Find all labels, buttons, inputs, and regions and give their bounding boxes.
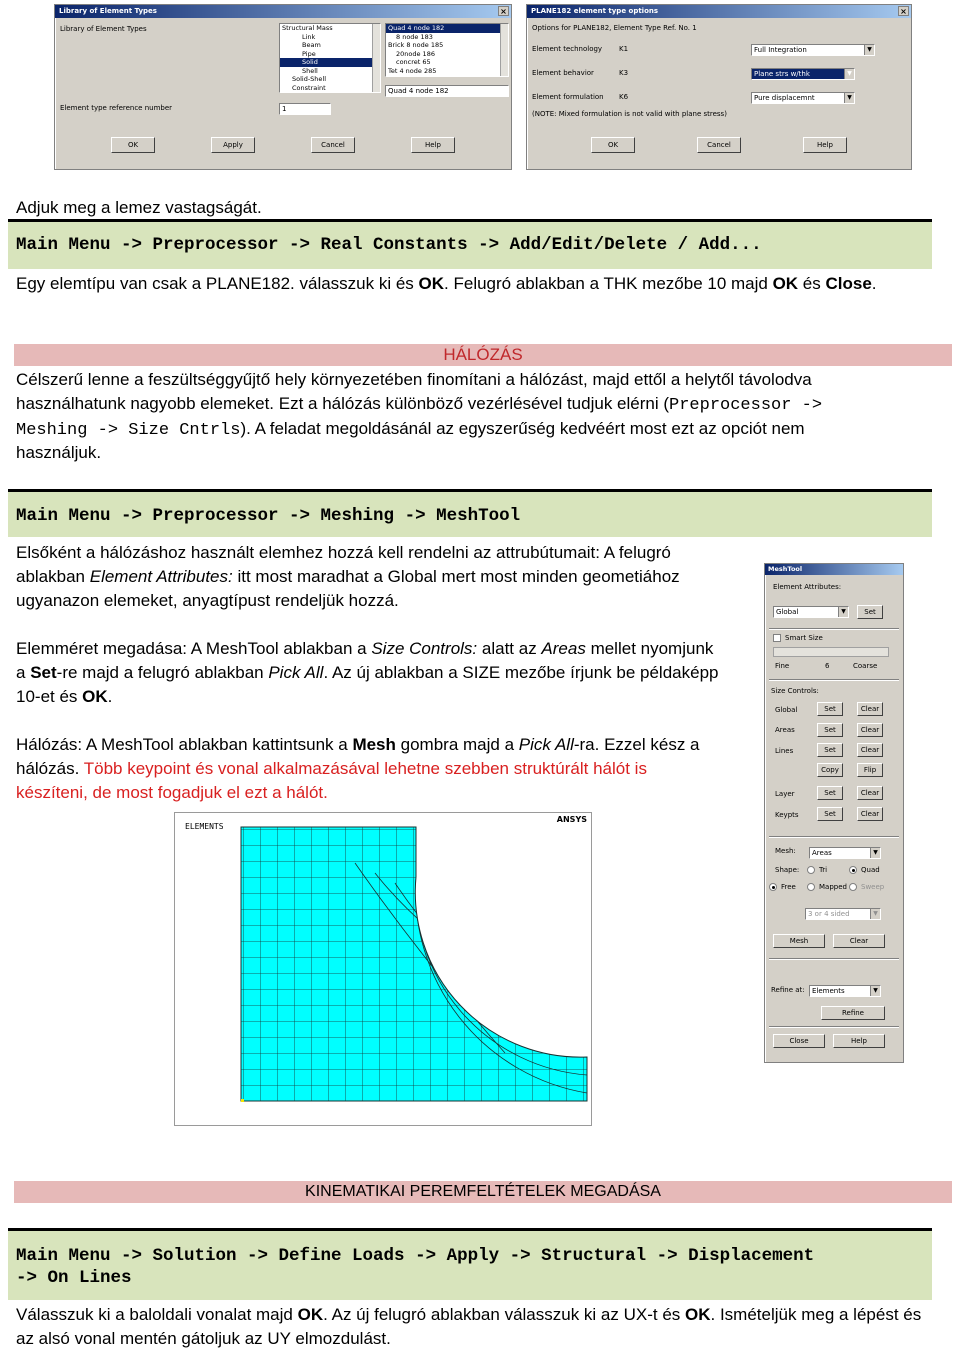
ok-button[interactable]: OK: [111, 137, 155, 153]
text-span: Hálózás: A MeshTool ablakban kattintsunk a: [16, 735, 353, 754]
element-behavior-select[interactable]: [751, 68, 855, 80]
set-button[interactable]: Set: [817, 743, 843, 757]
library-label: Library of Element Types: [60, 25, 147, 33]
list-item[interactable]: Structural Mass: [282, 24, 333, 32]
dialog-title: MeshTool: [768, 565, 803, 573]
menu-path: Main Menu -> Preprocessor -> Meshing -> MeshTool: [16, 506, 521, 526]
text-span: Set: [30, 663, 57, 682]
meshtool-panel: [764, 563, 904, 1063]
paragraph-line: az alsó vonal mentén gátoljuk az UY elmozdulást.: [16, 1329, 391, 1348]
select-value: Full Integration: [754, 46, 807, 54]
note-text: (NOTE: Mixed formulation is not valid with plane stress): [532, 110, 727, 118]
size-row-label: Global: [775, 706, 798, 714]
size-controls-label: Size Controls:: [771, 687, 819, 695]
ok-button[interactable]: OK: [591, 137, 635, 153]
paragraph-line: készíteni, de most fogadjuk el ezt a hálót.: [16, 783, 328, 802]
help-button[interactable]: Help: [803, 137, 847, 153]
text-span: Pick All: [518, 735, 574, 754]
divider: [769, 958, 899, 960]
paragraph-line: használjuk.: [16, 443, 102, 462]
paragraph-line: [16, 1303, 921, 1327]
text-span: . Felugró ablakban a THK mezőbe 10 majd: [444, 274, 773, 293]
option-label: Element technology: [532, 45, 603, 53]
size-row-label: Lines: [775, 747, 794, 755]
option-label: Element behavior: [532, 69, 594, 77]
code-span: Meshing -> Size Cntrls: [16, 421, 241, 440]
text-span: Size Controls:: [371, 639, 478, 658]
help-button[interactable]: Help: [833, 1034, 885, 1048]
clear-button[interactable]: Clear: [857, 702, 883, 716]
chevron-down-icon[interactable]: ▼: [844, 93, 854, 103]
text-span: Element Attributes:: [89, 567, 233, 586]
refine-at-select[interactable]: [809, 985, 881, 997]
dialog-titlebar: [765, 564, 903, 575]
element-category-list[interactable]: [279, 23, 381, 93]
quad-label: Quad: [861, 866, 880, 874]
text-span: . Ismételjük meg a lépést és: [710, 1305, 922, 1324]
dialog-title: Library of Element Types: [59, 7, 157, 15]
chevron-down-icon[interactable]: ▼: [870, 986, 880, 996]
apply-button[interactable]: Apply: [211, 137, 255, 153]
set-button[interactable]: Set: [817, 807, 843, 821]
list-item[interactable]: Shell: [302, 66, 318, 75]
set-button[interactable]: Set: [817, 786, 843, 800]
list-item[interactable]: Constraint: [292, 83, 326, 92]
list-item[interactable]: 8 node 183: [396, 32, 433, 41]
text-span: Elemméret megadása: A MeshTool ablakban a: [16, 639, 372, 658]
mesh-drawing: [175, 813, 593, 1127]
divider: [769, 628, 899, 630]
element-type-list[interactable]: [385, 23, 509, 77]
plane182-options-dialog: [526, 4, 912, 170]
text-span: alatt az: [477, 639, 542, 658]
text-span: OK: [772, 274, 799, 293]
size-row-label: Keypts: [775, 811, 799, 819]
refine-at-label: Refine at:: [771, 986, 805, 994]
chevron-down-icon[interactable]: ▼: [838, 607, 848, 617]
clear-button[interactable]: Clear: [857, 723, 883, 737]
clear-button[interactable]: Clear: [857, 807, 883, 821]
paragraph-line: [16, 637, 713, 661]
size-row-label: Areas: [775, 726, 795, 734]
ref-number-input[interactable]: 1: [279, 103, 331, 115]
smart-size-label: Smart Size: [785, 634, 823, 642]
fine-label: Fine: [775, 662, 790, 670]
paragraph-line: [16, 733, 700, 757]
text-span: . Az új felugró ablakban válasszuk ki az UX-t és: [323, 1305, 686, 1324]
paragraph-line: [16, 685, 112, 709]
select-value: 3 or 4 sided: [808, 910, 850, 918]
divider: [769, 836, 899, 838]
tri-radio[interactable]: [807, 866, 815, 874]
text-span: -ra. Ezzel kész a: [573, 735, 700, 754]
close-icon[interactable]: ×: [498, 6, 509, 16]
option-key: K6: [619, 93, 629, 101]
list-item[interactable]: Quad 4 node 182: [386, 24, 508, 33]
dialog-titlebar: [55, 5, 511, 18]
ansys-logo: ANSYS: [556, 815, 587, 824]
text-span: OK: [418, 274, 445, 293]
text-span: a: [16, 663, 31, 682]
command-box: [8, 489, 932, 537]
option-key: K1: [619, 45, 629, 53]
text-span: hálózás.: [16, 759, 84, 778]
ref-number-label: Element type reference number: [60, 104, 173, 112]
divider: [769, 679, 899, 681]
paragraph-line: Célszerű lenne a feszültséggyűjtő hely környezetében finomítani a hálózást, majd ettől a helytől távolodva: [16, 370, 812, 389]
free-radio[interactable]: [769, 883, 777, 891]
mesh-label: Mesh:: [775, 847, 796, 855]
select-value: Pure displacemnt: [754, 94, 815, 102]
list-item[interactable]: Solid-Shell: [292, 75, 327, 83]
text-span: ). A feladat megoldásánál az egyszerűség kedvéért most ezt az opciót nem: [240, 419, 805, 438]
list-item[interactable]: Brick 8 node 185: [388, 41, 444, 49]
mesh-button[interactable]: Mesh: [773, 934, 825, 948]
select-value: Elements: [812, 987, 845, 995]
element-technology-select[interactable]: [751, 44, 875, 56]
text-span: OK: [82, 687, 108, 706]
mesh-plot: [174, 812, 592, 1126]
paragraph-line: Elsőként a hálózáshoz használt elemhez hozzá kell rendelni az attrubútumait: A felugró: [16, 543, 671, 562]
close-icon[interactable]: ×: [898, 6, 909, 16]
text-span: 10-et és: [16, 687, 83, 706]
set-areas-button[interactable]: Set: [817, 723, 843, 737]
code-span: Preprocessor ->: [669, 396, 823, 415]
set-attributes-button[interactable]: Set: [857, 605, 883, 619]
text-span: Egy elemtípu van csak a PLANE182. válasszuk ki és: [16, 274, 419, 293]
text-span: .: [107, 687, 113, 706]
text-span: Pick All: [268, 663, 324, 682]
divider: [769, 1026, 899, 1028]
paragraph-line: ugyanazon elemeket, anyagtípust rendeljük hozzá.: [16, 591, 399, 610]
list-item[interactable]: Pipe: [302, 49, 316, 58]
cancel-button[interactable]: Cancel: [697, 137, 741, 153]
option-key: K3: [619, 69, 629, 77]
element-attributes-select[interactable]: [773, 606, 849, 618]
chevron-down-icon[interactable]: ▼: [870, 848, 880, 858]
shape-label: Shape:: [775, 866, 800, 874]
tri-label: Tri: [819, 866, 828, 874]
dialog-title: PLANE182 element type options: [531, 7, 659, 15]
text-span: Válasszuk ki a baloldali vonalat majd: [16, 1305, 298, 1324]
help-button[interactable]: Help: [411, 137, 455, 153]
clear-mesh-button[interactable]: Clear: [833, 934, 885, 948]
text-span: Close: [825, 274, 872, 293]
mapped-radio[interactable]: [807, 883, 815, 891]
text-span: -re majd a felugró ablakban: [56, 663, 269, 682]
select-value: Plane strs w/thk: [754, 70, 810, 78]
chevron-down-icon[interactable]: ▼: [870, 909, 880, 919]
text-span: OK: [297, 1305, 324, 1324]
paragraph-line: [16, 417, 805, 443]
paragraph-line: [16, 661, 718, 685]
plot-label: ELEMENTS: [185, 822, 224, 831]
selected-element-field[interactable]: Quad 4 node 182: [385, 85, 509, 97]
section-heading: HÁLÓZÁS: [14, 344, 952, 366]
copy-button[interactable]: Copy: [817, 763, 843, 777]
size-row-label: Layer: [775, 790, 795, 798]
chevron-down-icon[interactable]: ▼: [844, 69, 854, 79]
select-value: Areas: [812, 849, 832, 857]
text-span: és: [798, 274, 826, 293]
refine-button[interactable]: Refine: [821, 1006, 885, 1020]
list-item[interactable]: concret 65: [396, 58, 431, 66]
text-span: használhatunk nagyobb elemeket. Ezt a hálózás különböző vezérlésével tudjuk elérni (: [16, 394, 670, 413]
sweep-radio[interactable]: [849, 883, 857, 891]
set-button[interactable]: Set: [817, 702, 843, 716]
list-item[interactable]: Solid: [280, 58, 380, 67]
quad-radio[interactable]: [849, 866, 857, 874]
text-span: ablakban: [16, 567, 90, 586]
text-span: mellet nyomjunk: [585, 639, 714, 658]
scrollbar[interactable]: [500, 24, 508, 76]
clear-button[interactable]: Clear: [857, 786, 883, 800]
list-item[interactable]: Beam: [302, 41, 321, 49]
sweep-label: Sweep: [861, 883, 885, 891]
element-types-dialog: [54, 4, 512, 170]
menu-path: Main Menu -> Solution -> Define Loads -> Apply -> Structural -> Displacement: [16, 1246, 815, 1266]
text-span: itt most maradhat a Global mert most minden geometiához: [232, 567, 680, 586]
text-span: Areas: [541, 639, 586, 658]
command-box: [8, 219, 932, 269]
chevron-down-icon[interactable]: ▼: [864, 45, 874, 55]
smart-size-slider[interactable]: [773, 647, 889, 657]
command-box: [8, 1228, 932, 1300]
menu-path: Main Menu -> Preprocessor -> Real Constants -> Add/Edit/Delete / Add...: [16, 235, 762, 255]
paragraph-line: [16, 392, 822, 418]
mesh-entity-select[interactable]: [809, 847, 881, 859]
paragraph-line: [16, 757, 647, 781]
section-heading: KINEMATIKAI PEREMFELTÉTELEK MEGADÁSA: [14, 1181, 952, 1203]
text-span: Mesh: [352, 735, 396, 754]
text-span: Több keypoint és vonal alkalmazásával lehetne szebben struktúrált hálót is: [83, 759, 647, 778]
close-button[interactable]: Close: [773, 1034, 825, 1048]
paragraph-line: [16, 565, 680, 589]
slider-value: 6: [825, 662, 830, 670]
text-span: .: [871, 274, 877, 293]
cancel-button[interactable]: Cancel: [311, 137, 355, 153]
text-span: gombra majd a: [395, 735, 519, 754]
scrollbar[interactable]: [372, 24, 380, 92]
element-formulation-select[interactable]: [751, 92, 855, 104]
mapped-label: Mapped: [819, 883, 847, 891]
coarse-label: Coarse: [853, 662, 878, 670]
menu-path: -> On Lines: [16, 1268, 132, 1288]
paragraph: [16, 272, 877, 296]
free-label: Free: [781, 883, 796, 891]
clear-button[interactable]: Clear: [857, 743, 883, 757]
smart-size-checkbox[interactable]: [773, 634, 781, 642]
select-value: Global: [776, 608, 799, 616]
dialog-titlebar: [527, 5, 911, 18]
option-label: Element formulation: [532, 93, 604, 101]
text-span: OK: [685, 1305, 711, 1324]
dialog-subtitle: Options for PLANE182, Element Type Ref. No. 1: [532, 24, 697, 32]
paragraph: Adjuk meg a lemez vastagságát.: [16, 198, 262, 217]
flip-button[interactable]: Flip: [857, 763, 883, 777]
sided-select[interactable]: [805, 908, 881, 920]
element-attributes-label: Element Attributes:: [773, 583, 842, 591]
list-item[interactable]: Link: [302, 32, 316, 41]
list-item[interactable]: 20node 186: [396, 49, 435, 58]
list-item[interactable]: Tet 4 node 285: [388, 66, 437, 75]
text-span: . Az új ablakban a SIZE mezőbe írjunk be példaképp: [323, 663, 719, 682]
